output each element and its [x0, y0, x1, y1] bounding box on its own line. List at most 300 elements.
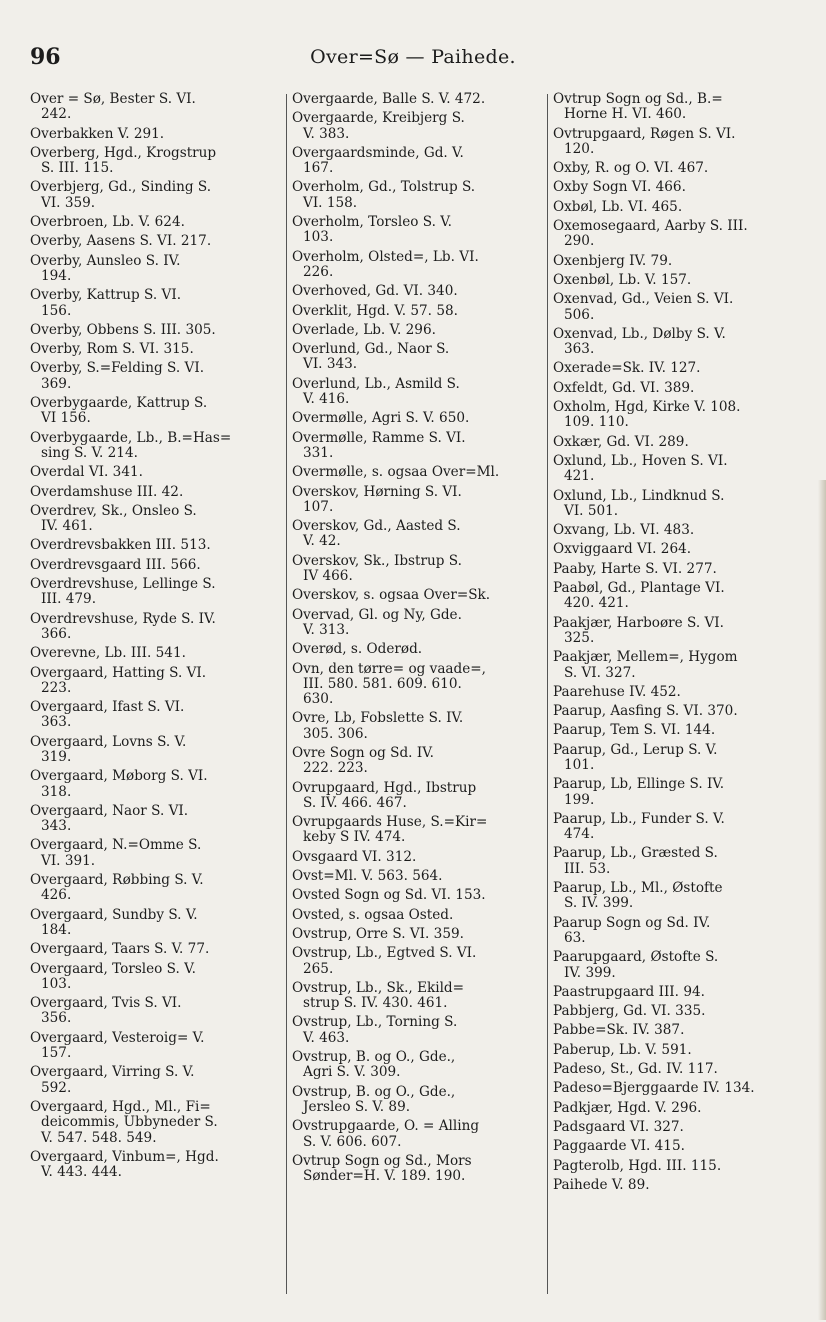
entry-text: Overdrevshuse, Lellinge S. [30, 576, 216, 593]
index-entry [30, 1031, 274, 1062]
index-entry [30, 92, 274, 123]
entry-continuation: 157. [41, 1045, 72, 1062]
entry-text: Oxenbøl, Lb. V. 157. [553, 271, 692, 288]
entry-continuation: 366. [41, 625, 72, 642]
index-entry [553, 846, 797, 877]
entry-text: Overby, Aasens S. VI. 217. [30, 233, 212, 250]
index-entry [30, 735, 274, 766]
index-entry [30, 838, 274, 869]
index-entry [553, 523, 797, 538]
index-entry [292, 850, 536, 865]
entry-text: Overbygaarde, Lb., B.=Has= [30, 429, 232, 446]
entry-continuation: IV 466. [303, 568, 353, 585]
entry-continuation: VI. 501. [564, 502, 619, 519]
entry-text: Oxkær, Gd. VI. 289. [553, 433, 689, 450]
index-entry [553, 950, 797, 981]
entry-text: Overgaard, Røbbing S. V. [30, 872, 204, 889]
entry-text: Ovstrup, B. og O., Gde., [292, 1049, 456, 1066]
entry-continuation: 222. 223. [303, 760, 368, 777]
entry-continuation: 325. [564, 629, 595, 646]
index-entry [553, 542, 797, 557]
entry-text: Overgaard, Naor S. VI. [30, 802, 189, 819]
entry-text: Overgaard, Lovns S. V. [30, 733, 187, 750]
entry-continuation: 343. [41, 818, 72, 835]
index-entry [553, 616, 797, 647]
entry-text: Overbjerg, Gd., Sinding S. [30, 179, 212, 196]
entry-text: Oxfeldt, Gd. VI. 389. [553, 379, 695, 396]
entry-text: Overbygaarde, Kattrup S. [30, 395, 208, 412]
entry-continuation: 184. [41, 921, 72, 938]
index-entry [30, 361, 274, 392]
entry-text: Overgaard, N.=Omme S. [30, 837, 202, 854]
entry-text: Overmølle, Agri S. V. 650. [292, 410, 470, 427]
index-entry [292, 431, 536, 462]
entry-continuation: IV. 399. [564, 964, 616, 981]
entry-text: Ovstrup, Lb., Sk., Ekild= [292, 979, 465, 996]
index-entry [553, 327, 797, 358]
entry-text: Ovsted, s. ogsaa Osted. [292, 906, 454, 923]
entry-text: Paberup, Lb. V. 591. [553, 1041, 692, 1058]
index-entry [292, 377, 536, 408]
entry-text: Ovstrup, Lb., Torning S. [292, 1014, 458, 1031]
index-entry [553, 1139, 797, 1154]
entry-continuation: 194. [41, 267, 72, 284]
entry-continuation: 120. [564, 140, 595, 157]
entry-text: Overby, Kattrup S. VI. [30, 287, 182, 304]
index-entry [30, 804, 274, 835]
entry-continuation: 103. [41, 975, 72, 992]
entry-text: Oxerade=Sk. IV. 127. [553, 360, 701, 377]
entry-continuation: 199. [564, 791, 595, 808]
entry-text: Padeso, St., Gd. IV. 117. [553, 1061, 718, 1078]
index-entry [553, 1004, 797, 1019]
entry-continuation: III. 53. [564, 860, 611, 877]
entry-text: Overgaard, Taars S. V. 77. [30, 941, 210, 958]
index-entry [30, 234, 274, 249]
index-entry [553, 743, 797, 774]
entry-text: Overdrevsbakken III. 513. [30, 537, 211, 554]
entry-text: Overby, Aunsleo S. IV. [30, 252, 181, 269]
index-entry [292, 485, 536, 516]
entry-continuation: V. 313. [303, 621, 350, 638]
entry-continuation: 226. [303, 263, 334, 280]
index-entry [292, 554, 536, 585]
entry-continuation: IV. 461. [41, 518, 93, 535]
entry-continuation: 109. 110. [564, 414, 629, 431]
index-entry [30, 646, 274, 661]
entry-continuation: 331. [303, 444, 334, 461]
index-entry [553, 1062, 797, 1077]
index-entry [30, 396, 274, 427]
index-entry [30, 146, 274, 177]
index-entry [553, 985, 797, 1000]
index-entry [292, 411, 536, 426]
entry-text: Overdrevsgaard III. 566. [30, 556, 201, 573]
entry-continuation: V. 42. [303, 533, 341, 550]
entry-continuation: 101. [564, 756, 595, 773]
entry-text: Padkjær, Hgd. V. 296. [553, 1099, 702, 1116]
entry-text: Overberg, Hgd., Krogstrup [30, 144, 217, 161]
index-entry [30, 504, 274, 535]
entry-text: Oxby, R. og O. VI. 467. [553, 160, 709, 177]
entry-text: Overgaard, Virring S. V. [30, 1064, 195, 1081]
index-entry [30, 769, 274, 800]
index-entry [553, 1023, 797, 1038]
index-entry [30, 1100, 274, 1146]
entry-text: Oxvang, Lb. VI. 483. [553, 522, 695, 539]
index-entry [30, 996, 274, 1027]
entry-text: Overmølle, Ramme S. VI. [292, 429, 466, 446]
entry-text: Overgaard, Møborg S. VI. [30, 768, 208, 785]
entry-continuation: 242. [41, 106, 72, 123]
index-entry [30, 612, 274, 643]
entry-continuation: S. III. 115. [41, 160, 114, 177]
entry-text: Ovstrup, B. og O., Gde., [292, 1083, 456, 1100]
entry-continuation: V. 416. [303, 391, 350, 408]
entry-text: Oxemosegaard, Aarby S. III. [553, 218, 748, 235]
entry-text: Overby, S.=Felding S. VI. [30, 360, 205, 377]
entry-text: Overgaarde, Balle S. V. 472. [292, 91, 486, 107]
entry-text: Overgaard, Hatting S. VI. [30, 664, 207, 681]
entry-text: Paakjær, Harboøre S. VI. [553, 614, 724, 631]
entry-text: Overgaard, Hgd., Ml., Fi= [30, 1098, 211, 1115]
entry-continuation: 426. [41, 887, 72, 904]
entry-continuation: VI. 359. [41, 194, 96, 211]
entry-text: Overklit, Hgd. V. 57. 58. [292, 302, 458, 319]
index-entry [553, 127, 797, 158]
entry-text: Ovrupgaard, Hgd., Ibstrup [292, 779, 477, 796]
index-entry [553, 454, 797, 485]
index-entry [292, 608, 536, 639]
entry-text: Paggaarde VI. 415. [553, 1138, 685, 1155]
entry-continuation: Sønder=H. V. 189. 190. [303, 1168, 466, 1185]
entry-text: Overskov, Hørning S. VI. [292, 483, 462, 500]
index-entry [553, 704, 797, 719]
entry-continuation: S. IV. 399. [564, 895, 634, 912]
index-entry [30, 215, 274, 230]
index-entry [292, 746, 536, 777]
index-entry [292, 465, 536, 480]
entry-text: Oxviggaard VI. 264. [553, 541, 692, 558]
entry-continuation: 356. [41, 1010, 72, 1027]
entry-text: Overhoved, Gd. VI. 340. [292, 283, 458, 300]
entry-text: Overgaard, Tvis S. VI. [30, 995, 182, 1012]
index-entry [30, 323, 274, 338]
index-entry [292, 662, 536, 708]
index-entry [292, 711, 536, 742]
index-entry [30, 538, 274, 553]
entry-text: Oxenvad, Gd., Veien S. VI. [553, 291, 734, 308]
index-entry [553, 200, 797, 215]
entry-text: Ovtrupgaard, Røgen S. VI. [553, 125, 736, 142]
entry-text: Overdrevshuse, Ryde S. IV. [30, 610, 216, 627]
entry-text: Paarup, Lb., Funder S. V. [553, 810, 725, 827]
index-entry [30, 873, 274, 904]
index-entry [553, 1159, 797, 1174]
index-entry [292, 815, 536, 846]
entry-continuation: 369. [41, 375, 72, 392]
index-columns [30, 92, 796, 1307]
index-entry [553, 292, 797, 323]
entry-text: Pabbjerg, Gd. VI. 335. [553, 1003, 706, 1020]
entry-text: Paakjær, Mellem=, Hygom [553, 649, 738, 666]
entry-text: Ovsted Sogn og Sd. VI. 153. [292, 887, 486, 904]
entry-continuation: 506. [564, 306, 595, 323]
index-entry [292, 519, 536, 550]
index-entry [553, 581, 797, 612]
entry-text: Paarup, Lb, Ellinge S. IV. [553, 776, 725, 793]
entry-continuation: V. 443. 444. [41, 1164, 122, 1181]
index-entry [292, 92, 536, 107]
entry-continuation: 474. [564, 826, 595, 843]
entry-text: Padsgaard VI. 327. [553, 1118, 684, 1135]
index-entry [30, 908, 274, 939]
entry-continuation: Horne H. VI. 460. [564, 106, 687, 123]
entry-text: Paihede V. 89. [553, 1176, 650, 1193]
entry-continuation: 265. [303, 960, 334, 977]
index-column-3 [553, 92, 797, 1197]
entry-continuation: 223. [41, 679, 72, 696]
index-entry [292, 1085, 536, 1116]
index-entry [553, 435, 797, 450]
entry-continuation: 103. [303, 229, 334, 246]
index-column-1 [30, 92, 274, 1184]
entry-text: Overby, Obbens S. III. 305. [30, 321, 216, 338]
index-entry [30, 558, 274, 573]
index-entry [553, 1120, 797, 1135]
index-entry [553, 381, 797, 396]
entry-continuation: 318. [41, 783, 72, 800]
entry-continuation: 290. [564, 233, 595, 250]
entry-continuation: VI. 391. [41, 852, 96, 869]
entry-text: Overholm, Olsted=, Lb. VI. [292, 248, 479, 265]
entry-text: Ovsgaard VI. 312. [292, 848, 417, 865]
index-entry [292, 284, 536, 299]
entry-text: Ovtrup Sogn og Sd., B.= [553, 91, 723, 107]
entry-text: Paarupgaard, Østofte S. [553, 949, 719, 966]
entry-text: Overbakken V. 291. [30, 125, 165, 142]
index-entry [553, 273, 797, 288]
entry-continuation: 630. [303, 691, 334, 708]
index-entry [292, 1119, 536, 1150]
index-entry [553, 254, 797, 269]
entry-continuation: 107. [303, 498, 334, 515]
entry-text: Ovstrup, Orre S. VI. 359. [292, 925, 464, 942]
entry-text: Overholm, Torsleo S. V. [292, 214, 452, 231]
entry-text: Pabbe=Sk. IV. 387. [553, 1022, 685, 1039]
entry-text: Overevne, Lb. III. 541. [30, 645, 186, 662]
entry-text: Ovrupgaards Huse, S.=Kir= [292, 814, 488, 831]
index-entry [30, 1150, 274, 1181]
index-entry [30, 288, 274, 319]
index-entry [292, 1050, 536, 1081]
index-entry [553, 1043, 797, 1058]
index-entry [292, 908, 536, 923]
entry-text: Overgaard, Vesteroig= V. [30, 1029, 205, 1046]
entry-text: Overgaarde, Kreibjerg S. [292, 110, 465, 127]
entry-text: Overød, s. Oderød. [292, 641, 423, 658]
entry-continuation: Jersleo S. V. 89. [303, 1098, 411, 1115]
index-entry [292, 1015, 536, 1046]
index-entry [30, 666, 274, 697]
entry-text: Pagterolb, Hgd. III. 115. [553, 1157, 722, 1174]
entry-text: Paarup, Lb., Græsted S. [553, 845, 718, 862]
entry-text: Overdrev, Sk., Onsleo S. [30, 502, 197, 519]
entry-text: Paarup, Lb., Ml., Østofte [553, 880, 723, 897]
entry-text: Paastrupgaard III. 94. [553, 983, 705, 1000]
index-entry [30, 342, 274, 357]
entry-continuation: S. V. 606. 607. [303, 1133, 402, 1150]
index-entry [553, 1178, 797, 1193]
entry-text: Ovre, Lb, Fobslette S. IV. [292, 710, 464, 727]
index-entry [292, 342, 536, 373]
entry-text: Oxby Sogn VI. 466. [553, 179, 686, 196]
index-entry [30, 485, 274, 500]
entry-text: Overby, Rom S. VI. 315. [30, 341, 194, 358]
index-entry [292, 781, 536, 812]
entry-text: Overvad, Gl. og Ny, Gde. [292, 606, 462, 623]
entry-text: Overholm, Gd., Tolstrup S. [292, 179, 476, 196]
index-entry [553, 881, 797, 912]
entry-text: Overlade, Lb. V. 296. [292, 321, 436, 338]
entry-text: Overmølle, s. ogsaa Over=Ml. [292, 464, 500, 481]
entry-continuation: 420. 421. [564, 595, 629, 612]
index-column-2 [292, 92, 536, 1188]
index-entry [292, 304, 536, 319]
index-entry [292, 869, 536, 884]
index-entry [30, 577, 274, 608]
entry-continuation: S. VI. 327. [564, 664, 636, 681]
entry-continuation: 167. [303, 160, 334, 177]
entry-continuation: 305. 306. [303, 725, 368, 742]
index-entry [553, 1101, 797, 1116]
index-entry [292, 946, 536, 977]
index-entry [292, 146, 536, 177]
entry-text: Overskov, s. ogsaa Over=Sk. [292, 587, 491, 604]
entry-text: Paarup Sogn og Sd. IV. [553, 914, 711, 931]
index-entry [553, 219, 797, 250]
entry-text: Ovst=Ml. V. 563. 564. [292, 868, 443, 885]
entry-text: Overgaard, Ifast S. VI. [30, 699, 185, 716]
entry-text: Ovn, den tørre= og vaade=, [292, 660, 486, 677]
index-entry [292, 588, 536, 603]
entry-text: Paarehuse IV. 452. [553, 683, 681, 700]
entry-text: Ovstrup, Lb., Egtved S. VI. [292, 945, 477, 962]
entry-text: Oxenvad, Lb., Dølby S. V. [553, 325, 726, 342]
entry-text: Paarup, Tem S. VI. 144. [553, 722, 716, 739]
entry-text: Over = Sø, Bester S. VI. [30, 91, 196, 107]
entry-continuation: Agri S. V. 309. [303, 1064, 401, 1081]
entry-text: Ovtrup Sogn og Sd., Mors [292, 1152, 472, 1169]
entry-continuation: VI 156. [41, 410, 91, 427]
entry-continuation: deicommis, Ubbyneder S. [41, 1114, 218, 1131]
entry-continuation: VI. 158. [303, 194, 358, 211]
entry-continuation: 592. [41, 1079, 72, 1096]
index-entry [292, 111, 536, 142]
entry-text: Oxholm, Hgd, Kirke V. 108. [553, 399, 741, 416]
index-entry [30, 465, 274, 480]
index-entry [553, 92, 797, 123]
index-entry [292, 927, 536, 942]
entry-text: Paarup, Gd., Lerup S. V. [553, 741, 718, 758]
index-entry [30, 700, 274, 731]
entry-text: Ovre Sogn og Sd. IV. [292, 744, 434, 761]
entry-text: Overbroen, Lb. V. 624. [30, 214, 185, 231]
index-entry [292, 180, 536, 211]
entry-continuation: VI. 343. [303, 356, 358, 373]
index-entry [553, 812, 797, 843]
index-entry [292, 1154, 536, 1185]
entry-text: Oxlund, Lb., Hoven S. VI. [553, 452, 728, 469]
entry-text: Overdamshuse III. 42. [30, 483, 184, 500]
index-entry [553, 361, 797, 376]
entry-continuation: V. 463. [303, 1029, 350, 1046]
entry-text: Oxlund, Lb., Lindknud S. [553, 487, 725, 504]
entry-continuation: 63. [564, 929, 586, 946]
entry-text: Paaby, Harte S. VI. 277. [553, 560, 717, 577]
entry-text: Oxbøl, Lb. VI. 465. [553, 198, 683, 215]
page-number: 96 [30, 44, 61, 70]
index-entry [30, 942, 274, 957]
index-entry [553, 161, 797, 176]
index-entry [292, 888, 536, 903]
index-entry [553, 400, 797, 431]
entry-text: Overlund, Gd., Naor S. [292, 341, 450, 358]
index-entry [553, 1081, 797, 1096]
running-title: Over=Sø — Paihede. [310, 46, 516, 68]
index-entry [553, 489, 797, 520]
index-entry [30, 962, 274, 993]
entry-text: Overgaard, Sundby S. V. [30, 906, 198, 923]
entry-text: Padeso=Bjerggaarde IV. 134. [553, 1080, 755, 1097]
index-entry [30, 431, 274, 462]
index-entry [553, 777, 797, 808]
entry-text: Overgaard, Vinbum=, Hgd. [30, 1148, 219, 1165]
index-entry [292, 250, 536, 281]
index-entry [553, 723, 797, 738]
index-entry [30, 1065, 274, 1096]
entry-continuation: strup S. IV. 430. 461. [303, 995, 448, 1012]
entry-continuation: 363. [41, 714, 72, 731]
column-divider [547, 94, 548, 1294]
index-entry [292, 981, 536, 1012]
entry-text: Overgaard, Torsleo S. V. [30, 960, 196, 977]
entry-text: Paarup, Aasfing S. VI. 370. [553, 703, 738, 720]
index-entry [553, 180, 797, 195]
column-divider [286, 94, 287, 1294]
entry-text: Paabøl, Gd., Plantage VI. [553, 580, 725, 597]
index-entry [30, 180, 274, 211]
index-entry [292, 323, 536, 338]
index-entry [292, 215, 536, 246]
entry-text: Overlund, Lb., Asmild S. [292, 375, 460, 392]
entry-text: Overskov, Sk., Ibstrup S. [292, 552, 462, 569]
entry-continuation: III. 580. 581. 609. 610. [303, 675, 462, 692]
entry-continuation: S. IV. 466. 467. [303, 794, 407, 811]
index-entry [30, 254, 274, 285]
index-entry [292, 642, 536, 657]
index-entry [553, 685, 797, 700]
entry-continuation: 363. [564, 341, 595, 358]
index-entry [30, 127, 274, 142]
entry-continuation: V. 383. [303, 125, 350, 142]
index-entry [553, 562, 797, 577]
entry-continuation: 156. [41, 302, 72, 319]
entry-continuation: V. 547. 548. 549. [41, 1129, 157, 1146]
index-entry [553, 650, 797, 681]
page-header [30, 44, 796, 74]
entry-text: Ovstrupgaarde, O. = Alling [292, 1118, 480, 1135]
